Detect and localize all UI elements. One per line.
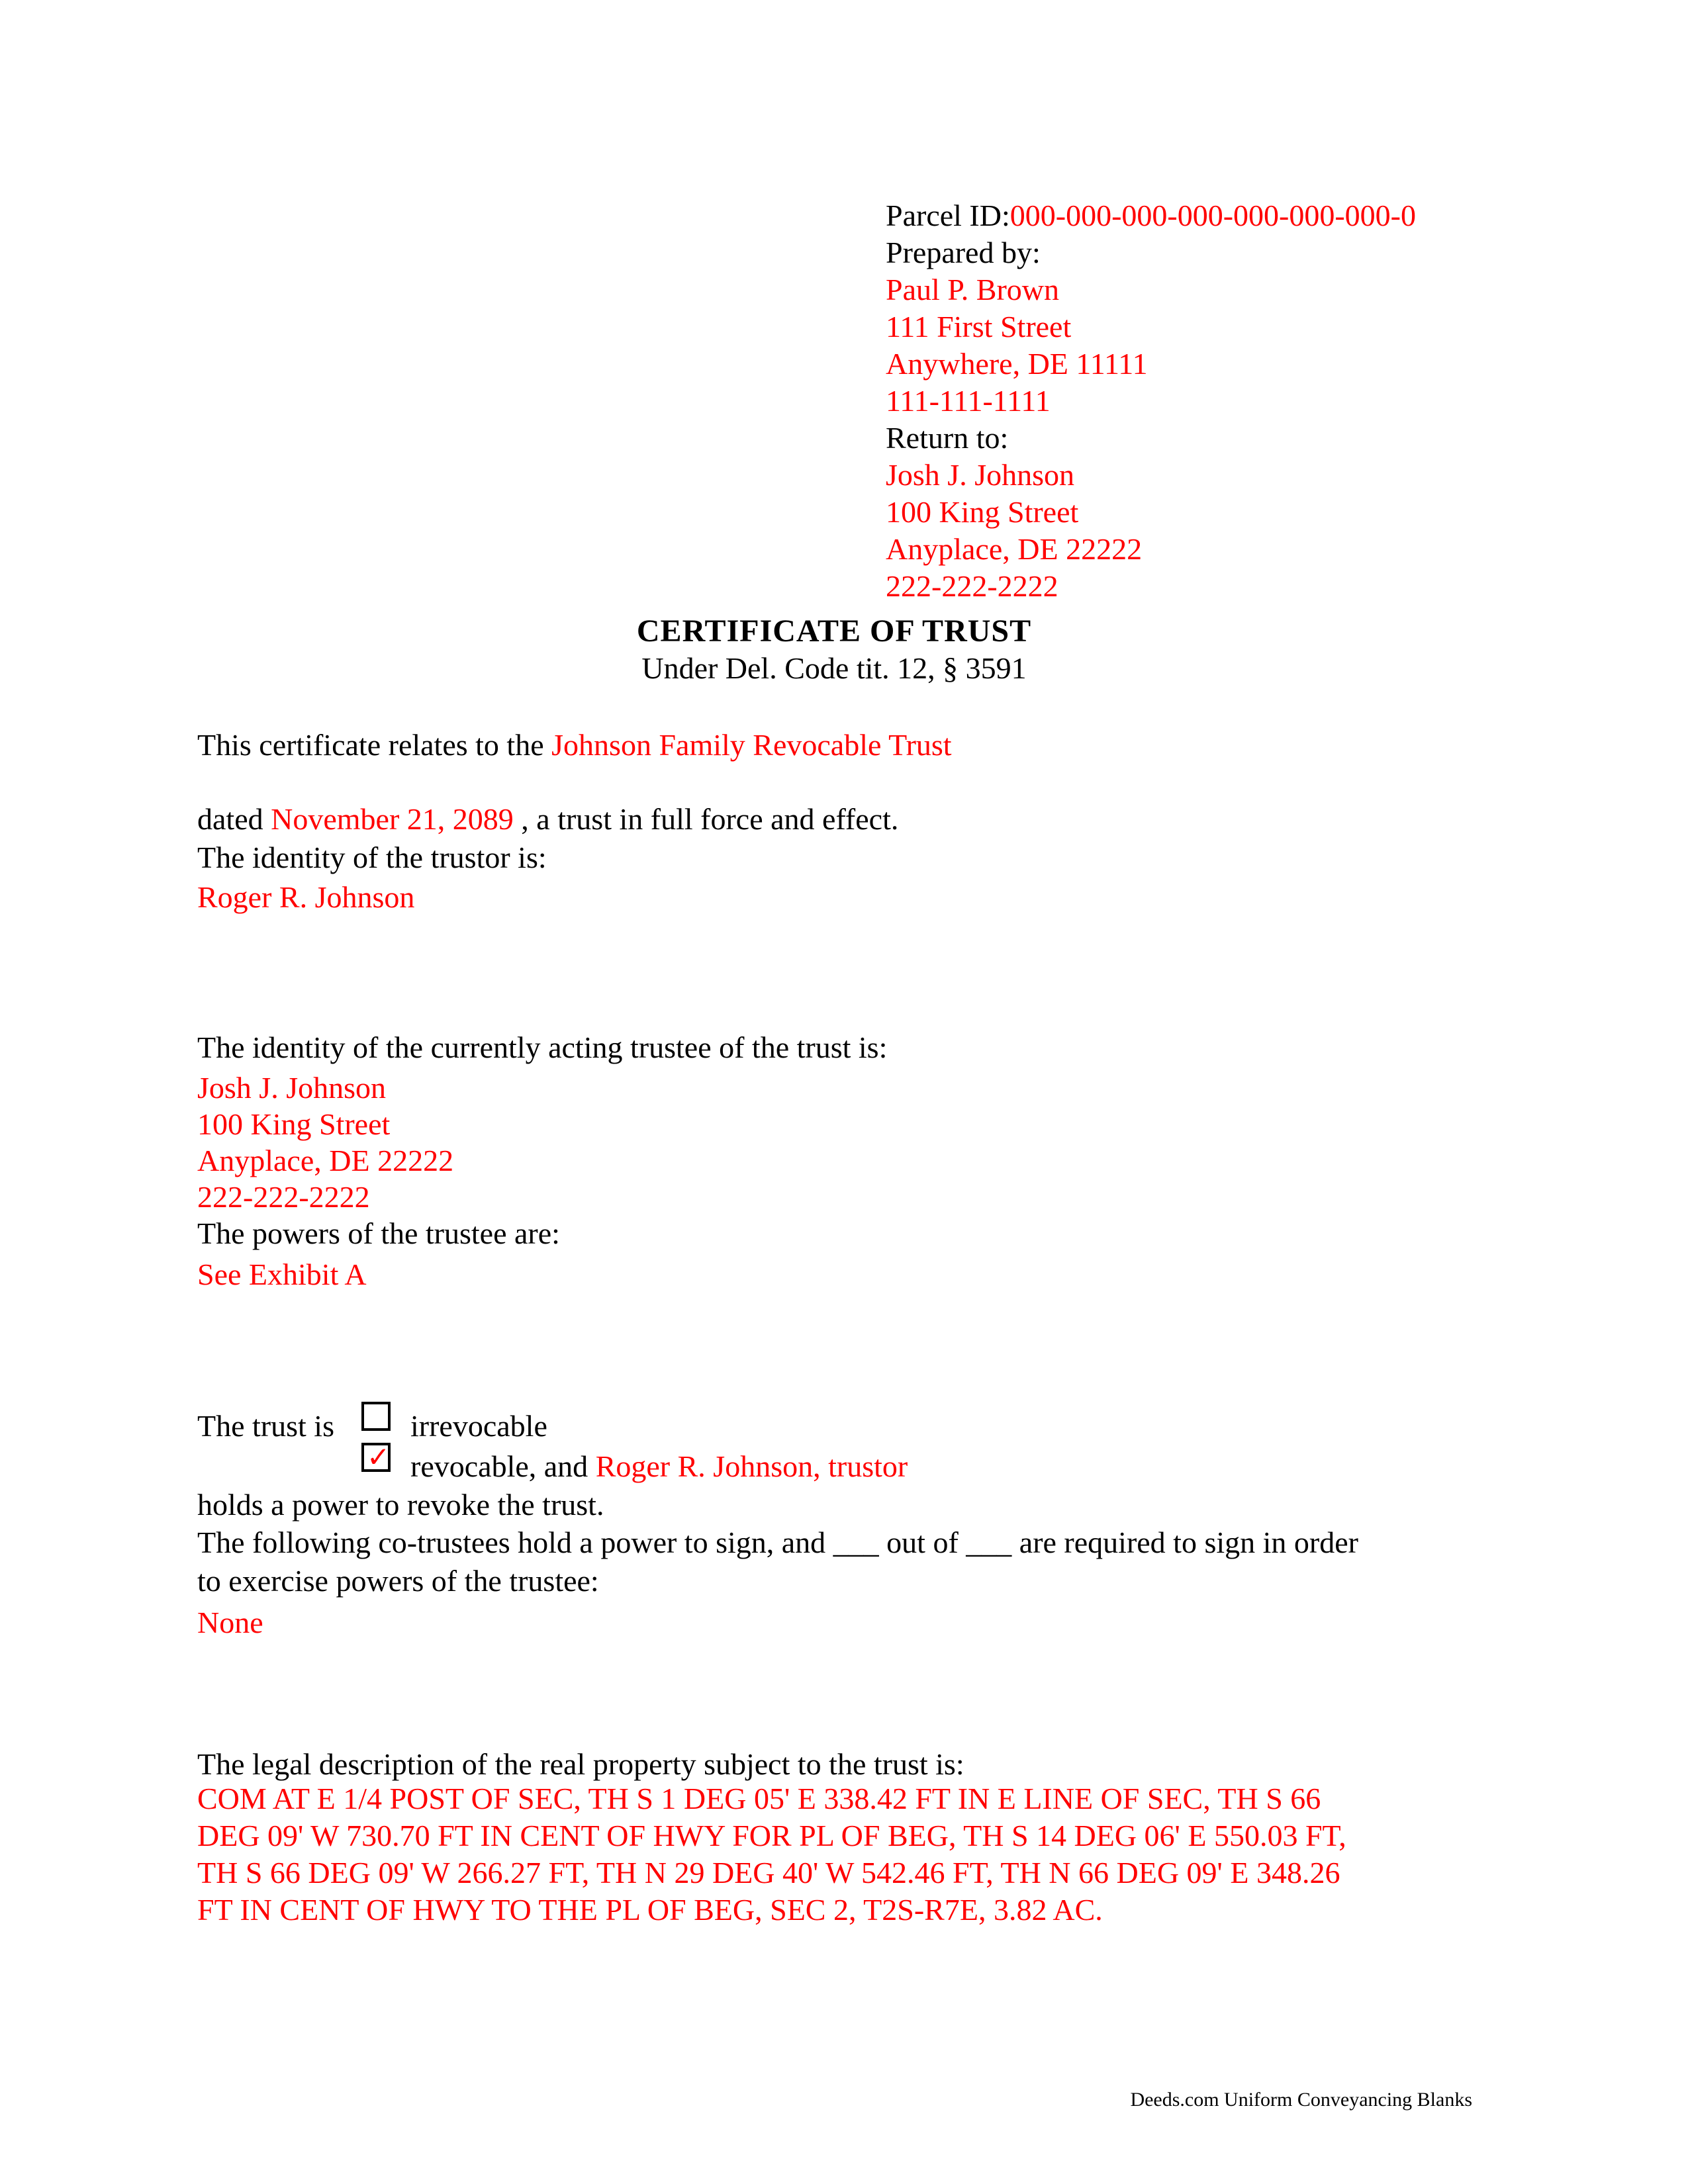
cotrustees-value[interactable]: None [197, 1606, 263, 1639]
prepared-by-label: Prepared by: [886, 236, 1041, 269]
dated-suffix: , a trust in full force and effect. [513, 802, 899, 836]
trustee-name[interactable]: Josh J. Johnson [197, 1071, 387, 1105]
trust-is-label: The trust is [197, 1409, 334, 1443]
irrevocable-checkbox[interactable] [361, 1402, 391, 1431]
relates-prefix: This certificate relates to the [197, 728, 552, 762]
parcel-id-value[interactable]: 000-000-000-000-000-000-000-0 [1009, 199, 1416, 232]
cotrustees-line1: The following co-trustees hold a power to sign, and ___ out of ___ are required to sign in order [197, 1525, 1358, 1559]
trustee-street[interactable]: 100 King Street [197, 1107, 391, 1141]
footer-credit: Deeds.com Uniform Conveyancing Blanks [1130, 2089, 1472, 2111]
trustee-label: The identity of the currently acting trustee of the trust is: [197, 1030, 888, 1064]
legal-line: FT IN CENT OF HWY TO THE PL OF BEG, SEC 2, T2S-R7E, 3.82 AC. [197, 1893, 1103, 1927]
parcel-id-line [886, 197, 1416, 234]
relates-line [197, 727, 952, 763]
trustee-phone[interactable]: 222-222-2222 [197, 1180, 370, 1214]
checkmark-icon: ✓ [367, 1441, 391, 1473]
header-block [886, 197, 1416, 605]
document-subtitle: Under Del. Code tit. 12, § 3591 [641, 651, 1027, 685]
trustor-label: The identity of the trustor is: [197, 841, 547, 874]
legal-line: TH S 66 DEG 09' W 266.27 FT, TH N 29 DEG 40' W 542.46 FT, TH N 66 DEG 09' E 348.26 [197, 1856, 1340, 1889]
return-to-city[interactable]: Anyplace, DE 22222 [886, 532, 1143, 566]
holds-power-text: holds a power to revoke the trust. [197, 1488, 604, 1522]
return-to-label: Return to: [886, 421, 1009, 455]
cotrustees-line2: to exercise powers of the trustee: [197, 1564, 599, 1598]
trustor-name[interactable]: Roger R. Johnson [197, 880, 415, 914]
preparer-street[interactable]: 111 First Street [886, 310, 1072, 343]
trustee-block [197, 1069, 453, 1215]
revocable-label: revocable, and [410, 1449, 596, 1483]
trustee-city[interactable]: Anyplace, DE 22222 [197, 1144, 454, 1177]
legal-description[interactable] [197, 1780, 1521, 1929]
legal-label: The legal description of the real property subject to the trust is: [197, 1747, 964, 1781]
trust-name[interactable]: Johnson Family Revocable Trust [551, 728, 952, 762]
return-to-street[interactable]: 100 King Street [886, 495, 1079, 529]
preparer-city[interactable]: Anywhere, DE 11111 [886, 347, 1148, 381]
irrevocable-label: irrevocable [410, 1409, 547, 1443]
return-to-name[interactable]: Josh J. Johnson [886, 458, 1075, 492]
dated-prefix: dated [197, 802, 271, 836]
return-to-phone[interactable]: 222-222-2222 [886, 569, 1058, 603]
revoker-name[interactable]: Roger R. Johnson, trustor [595, 1449, 908, 1483]
trust-date[interactable]: November 21, 2089 [271, 802, 514, 836]
preparer-phone[interactable]: 111-111-1111 [886, 384, 1051, 418]
preparer-name[interactable]: Paul P. Brown [886, 273, 1059, 306]
revocable-checkbox[interactable] [361, 1443, 391, 1472]
revocable-line [410, 1448, 908, 1484]
powers-label: The powers of the trustee are: [197, 1216, 560, 1250]
parcel-id-label: Parcel ID: [886, 199, 1010, 232]
legal-line: COM AT E 1/4 POST OF SEC, TH S 1 DEG 05' E 338.42 FT IN E LINE OF SEC, TH S 66 [197, 1782, 1321, 1815]
legal-line: DEG 09' W 730.70 FT IN CENT OF HWY FOR PL OF BEG, TH S 14 DEG 06' E 550.03 FT, [197, 1819, 1346, 1852]
powers-value[interactable]: See Exhibit A [197, 1257, 367, 1291]
dated-line [197, 801, 898, 837]
document-title: CERTIFICATE OF TRUST [636, 614, 1032, 649]
